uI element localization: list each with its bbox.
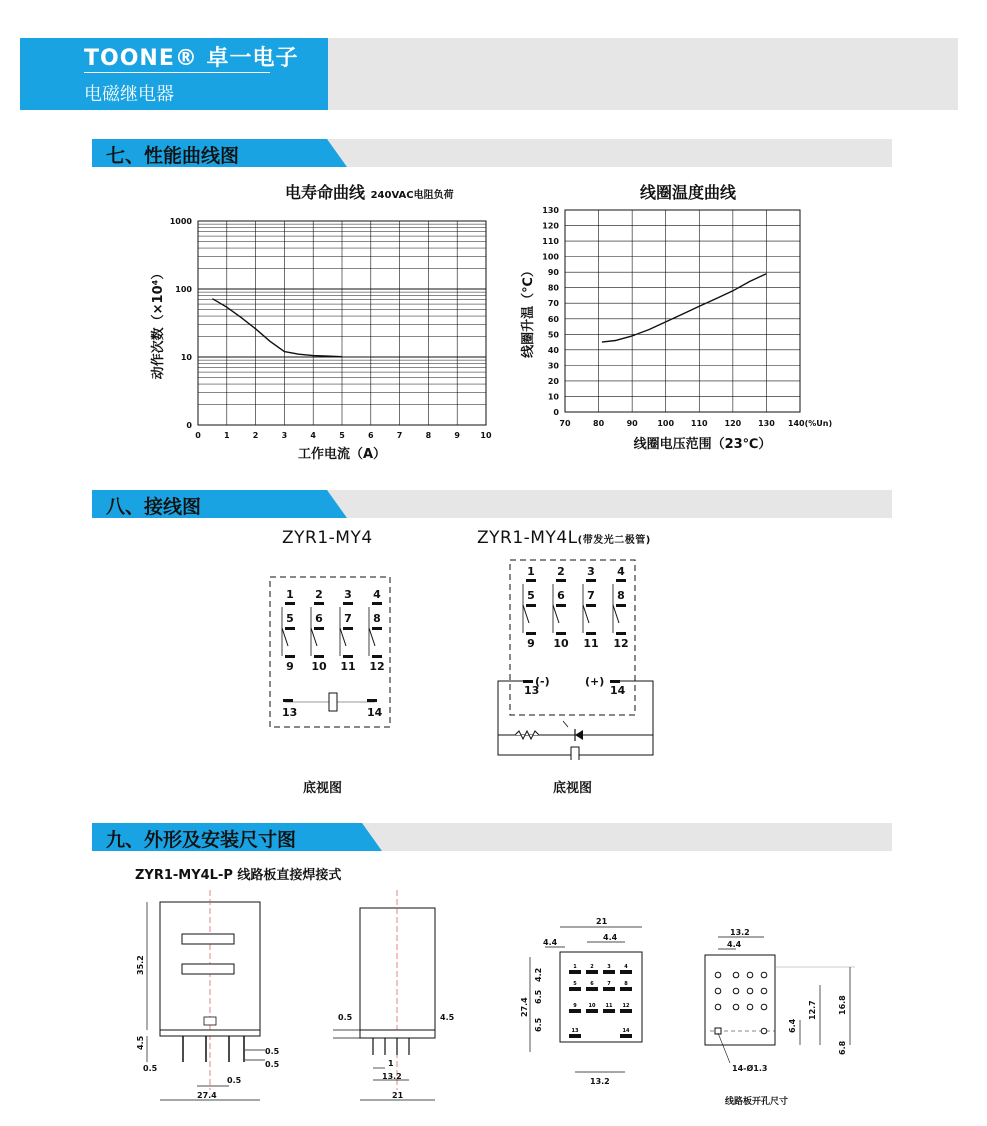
y-tick-label: 130: [542, 206, 559, 215]
contact-no: [372, 627, 382, 630]
series-line: [602, 274, 767, 342]
pin-pad: [586, 970, 598, 974]
wiring-model-b-note: (带发光二极管): [577, 535, 651, 546]
y-tick-label: 50: [547, 330, 559, 340]
contact-nc: [526, 579, 536, 582]
pcb-caption: 线路板开孔尺寸: [725, 1097, 789, 1107]
plot-frame: [565, 210, 800, 412]
pin-label: 5: [286, 612, 294, 625]
x-tick-label: 90: [626, 419, 638, 428]
front-view-drawing: [125, 890, 295, 1115]
pin-pad: [603, 1009, 615, 1013]
dim-4-4-bottom-a: 4.4: [543, 938, 558, 947]
chart2-title: 线圈温度曲线: [640, 183, 737, 202]
dim-4-4-pcb: 4.4: [727, 940, 742, 949]
pin-label: 4: [373, 588, 381, 601]
y-tick-label: 70: [547, 299, 559, 309]
dim-27-4: 27.4: [197, 1091, 217, 1100]
pin-label: 7: [587, 589, 595, 602]
y-tick-label: 60: [547, 314, 559, 324]
dim-6-8-pcb: 6.8: [838, 1040, 847, 1055]
pin-label: 11: [605, 1003, 613, 1009]
contact-no: [343, 627, 353, 630]
pcb-hole: [715, 988, 721, 994]
x-tick-label: 0: [195, 431, 201, 440]
pin-label: 6: [557, 589, 565, 602]
pcb-hole: [747, 988, 753, 994]
dim-0-5-a: 0.5: [265, 1047, 280, 1056]
pin-label: 14: [622, 1028, 630, 1034]
pcb-hole: [747, 1004, 753, 1010]
pin-label: 1: [286, 588, 294, 601]
dim-21-bottom: 21: [596, 917, 608, 926]
dim-35-2: 35.2: [136, 955, 145, 975]
section-title-8: 八、接线图: [106, 496, 202, 518]
pin-label: 11: [340, 660, 356, 673]
y-tick-label: 120: [542, 221, 559, 231]
x-tick-label: 4: [310, 431, 316, 440]
contact-arm: [369, 628, 375, 646]
contact-no: [616, 604, 626, 607]
contact-group: [282, 588, 385, 673]
bottom-view-label-a: 底视图: [303, 781, 343, 796]
pcb-hole: [715, 972, 721, 978]
bottom-view-label-b: 底视图: [553, 781, 593, 796]
dim-6-4-pcb: 6.4: [788, 1018, 797, 1033]
contact-no: [285, 627, 295, 630]
pin-pad: [603, 970, 615, 974]
x-tick-label: 80: [593, 419, 605, 428]
y-tick-label: 100: [542, 252, 559, 262]
side-view-drawing: [330, 890, 465, 1115]
contact-com: [285, 655, 295, 658]
contact-no: [526, 604, 536, 607]
contact-nc: [343, 602, 353, 605]
dim-21-side: 21: [392, 1091, 404, 1100]
contact-arm: [583, 605, 589, 623]
pin-label: 6: [315, 612, 323, 625]
dim-27-4-bottom: 27.4: [520, 997, 529, 1017]
dim-0-5-d: 0.5: [227, 1076, 242, 1085]
pin-label: 3: [607, 964, 611, 970]
pin-label: 2: [315, 588, 323, 601]
y-tick-label: 80: [547, 283, 559, 293]
pin-label: 11: [583, 637, 599, 650]
x-tick-label: 1: [224, 431, 230, 440]
dim-0-5-c: 0.5: [143, 1064, 158, 1073]
coil-temp-chart: [510, 202, 840, 462]
pin-label: 3: [344, 588, 352, 601]
dim-13-2-side: 13.2: [382, 1072, 402, 1081]
x-tick-label: 130: [758, 419, 775, 428]
pcb-hole: [733, 988, 739, 994]
coil-symbol: [329, 693, 337, 711]
brand-logo: TOONE® 卓一电子: [84, 46, 299, 71]
y-tick-label: 10: [180, 353, 192, 362]
dim-6-5-bottom-a: 6.5: [534, 989, 543, 1004]
pin-label: 3: [587, 565, 595, 578]
pin-label: 5: [527, 589, 535, 602]
pin-14-label: 14: [367, 706, 383, 719]
y-axis-label: 线圈升温（℃）: [521, 264, 536, 358]
pin-pad: [620, 1034, 632, 1038]
y-tick-label: 90: [547, 268, 559, 278]
x-tick-label: 2: [252, 431, 259, 440]
contact-nc: [616, 579, 626, 582]
dim-6-5-bottom-b: 6.5: [534, 1017, 543, 1032]
pin-label: 8: [624, 981, 628, 987]
wiring-diagram-my4l: [495, 555, 660, 760]
contact-arm: [311, 628, 317, 646]
led-symbol: [575, 730, 583, 740]
pin-label: 13: [571, 1028, 579, 1034]
pcb-hole: [733, 1004, 739, 1010]
pin-label: 6: [590, 981, 594, 987]
pin-pad: [586, 1009, 598, 1013]
contact-nc: [586, 579, 596, 582]
pin-label: 10: [553, 637, 569, 650]
pin-label: 9: [286, 660, 294, 673]
contact-no: [586, 604, 596, 607]
header-gray-panel: [328, 38, 958, 110]
y-tick-label: 0: [553, 408, 559, 417]
contact-arm: [523, 605, 529, 623]
y-tick-label: 10: [547, 392, 559, 402]
contact-no: [314, 627, 324, 630]
dimension-model-line: ZYR1-MY4L-P 线路板直接焊接式: [135, 868, 342, 883]
contact-nc: [314, 602, 324, 605]
contact-nc: [372, 602, 382, 605]
contact-com: [314, 655, 324, 658]
contact-group: [523, 565, 629, 650]
pin-label: 7: [607, 981, 611, 987]
pcb-hole: [761, 972, 767, 978]
wiring-model-b-wrap: [477, 528, 651, 548]
contact-no: [556, 604, 566, 607]
x-tick-label: 8: [425, 431, 432, 440]
pcb-hole: [747, 972, 753, 978]
pcb-hole-drawing: [690, 925, 865, 1085]
x-tick-label: 5: [339, 431, 345, 440]
pin-label: 9: [527, 637, 535, 650]
pin-label: 4: [617, 565, 625, 578]
contact-arm: [340, 628, 346, 646]
y-tick-label: 100: [175, 285, 192, 294]
x-axis-label: 线圈电压范围（23℃）: [633, 437, 772, 452]
pin-pad: [603, 987, 615, 991]
y-tick-label: 40: [547, 345, 559, 355]
y-tick-label: 1000: [169, 217, 192, 226]
pin-13-label: 13: [524, 684, 540, 697]
resistor-symbol: [515, 731, 539, 739]
x-tick-label: 7: [396, 431, 403, 440]
y-tick-label: 110: [542, 237, 559, 247]
dim-1-side: 1: [388, 1059, 394, 1068]
pin-label: 7: [344, 612, 352, 625]
contact-arm: [613, 605, 619, 623]
bottom-view-drawing: [515, 912, 655, 1087]
x-tick-label: 70: [559, 419, 571, 428]
dim-holes-pcb: 14-Ø1.3: [732, 1064, 768, 1073]
pin-label: 8: [617, 589, 625, 602]
pin-pad: [586, 987, 598, 991]
y-axis-label: 动作次数（×10⁴）: [151, 266, 166, 380]
pin-pad: [620, 1009, 632, 1013]
pcb-hole: [733, 972, 739, 978]
contact-arm: [282, 628, 288, 646]
wiring-diagram-my4: [265, 572, 395, 732]
plus-label: (+): [585, 675, 605, 688]
pcb-hole: [761, 988, 767, 994]
wiring-model-b: ZYR1-MY4L: [477, 528, 578, 548]
pcb-hole: [761, 1028, 767, 1034]
x-tick-label: 100: [657, 419, 675, 428]
dim-4-5: 4.5: [136, 1035, 145, 1050]
dim-4-5-side: 4.5: [440, 1013, 455, 1022]
pin-label: 8: [373, 612, 381, 625]
pin-label: 2: [590, 964, 594, 970]
dim-13-2-bottom: 13.2: [590, 1077, 610, 1086]
pin-pad: [569, 987, 581, 991]
series-line: [212, 299, 342, 357]
pcb-hole: [761, 1004, 767, 1010]
section-header-8-bg: [92, 490, 892, 518]
chart1-title-wrap: [285, 180, 454, 203]
x-tick-label: 140(%Un): [787, 419, 833, 428]
y-tick-label: 0: [186, 421, 192, 430]
life-curve-chart: [148, 205, 498, 465]
y-tick-label: 30: [547, 361, 559, 371]
x-tick-label: 3: [281, 431, 288, 440]
contact-com: [372, 655, 382, 658]
chart1-title: 电寿命曲线: [285, 183, 366, 202]
pin-pad: [569, 970, 581, 974]
contact-com: [343, 655, 353, 658]
pin-label: 1: [573, 964, 577, 970]
section-title-9: 九、外形及安装尺寸图: [106, 829, 297, 851]
contact-com: [526, 632, 536, 635]
pin-label: 10: [311, 660, 327, 673]
section-title-7: 七、性能曲线图: [106, 145, 240, 167]
dim-4-2-bottom: 4.2: [534, 967, 543, 982]
minus-label: (-): [535, 675, 550, 688]
pin-label: 1: [527, 565, 535, 578]
brand-divider: [84, 72, 270, 73]
x-tick-label: 110: [690, 419, 708, 428]
dim-16-8-pcb: 16.8: [838, 995, 847, 1015]
pcb-hole: [715, 1004, 721, 1010]
pin-13-label: 13: [282, 706, 298, 719]
y-tick-label: 20: [547, 376, 559, 386]
x-tick-label: 6: [368, 431, 374, 440]
section-header-8: [92, 490, 892, 518]
dim-0-5-b: 0.5: [265, 1060, 280, 1069]
contact-com: [556, 632, 566, 635]
dim-12-7-pcb: 12.7: [808, 1000, 817, 1020]
contact-com: [616, 632, 626, 635]
pin-pad: [569, 1034, 581, 1038]
pin-label: 2: [557, 565, 565, 578]
dim-13-2-pcb: 13.2: [730, 928, 750, 937]
pin-label: 10: [588, 1003, 596, 1009]
pin-label: 9: [573, 1003, 577, 1009]
contact-nc: [285, 602, 295, 605]
contact-arm: [553, 605, 559, 623]
pin-14-label: 14: [610, 684, 626, 697]
contact-nc: [556, 579, 566, 582]
x-tick-label: 10: [480, 431, 492, 440]
wiring-model-a: ZYR1-MY4: [282, 528, 373, 548]
pin-label: 4: [624, 964, 628, 970]
pin-pad: [620, 987, 632, 991]
chart1-subtitle: 240VAC电阻负荷: [370, 190, 454, 201]
dim-4-4-bottom-b: 4.4: [603, 933, 618, 942]
pin-pad: [620, 970, 632, 974]
section-header-9: [92, 823, 892, 851]
pin-label: 12: [369, 660, 385, 673]
pin-label: 12: [622, 1003, 630, 1009]
pin-pad: [569, 1009, 581, 1013]
coil-symbol: [571, 747, 579, 760]
contact-com: [586, 632, 596, 635]
x-tick-label: 9: [454, 431, 460, 440]
x-axis-label: 工作电流（A）: [297, 447, 387, 462]
section-header-7: [92, 139, 892, 167]
dim-0-5-side: 0.5: [338, 1013, 353, 1022]
pin-label: 12: [613, 637, 629, 650]
pin-label: 5: [573, 981, 577, 987]
x-tick-label: 120: [724, 419, 742, 428]
catalog-subtitle: 电磁继电器: [84, 84, 174, 105]
